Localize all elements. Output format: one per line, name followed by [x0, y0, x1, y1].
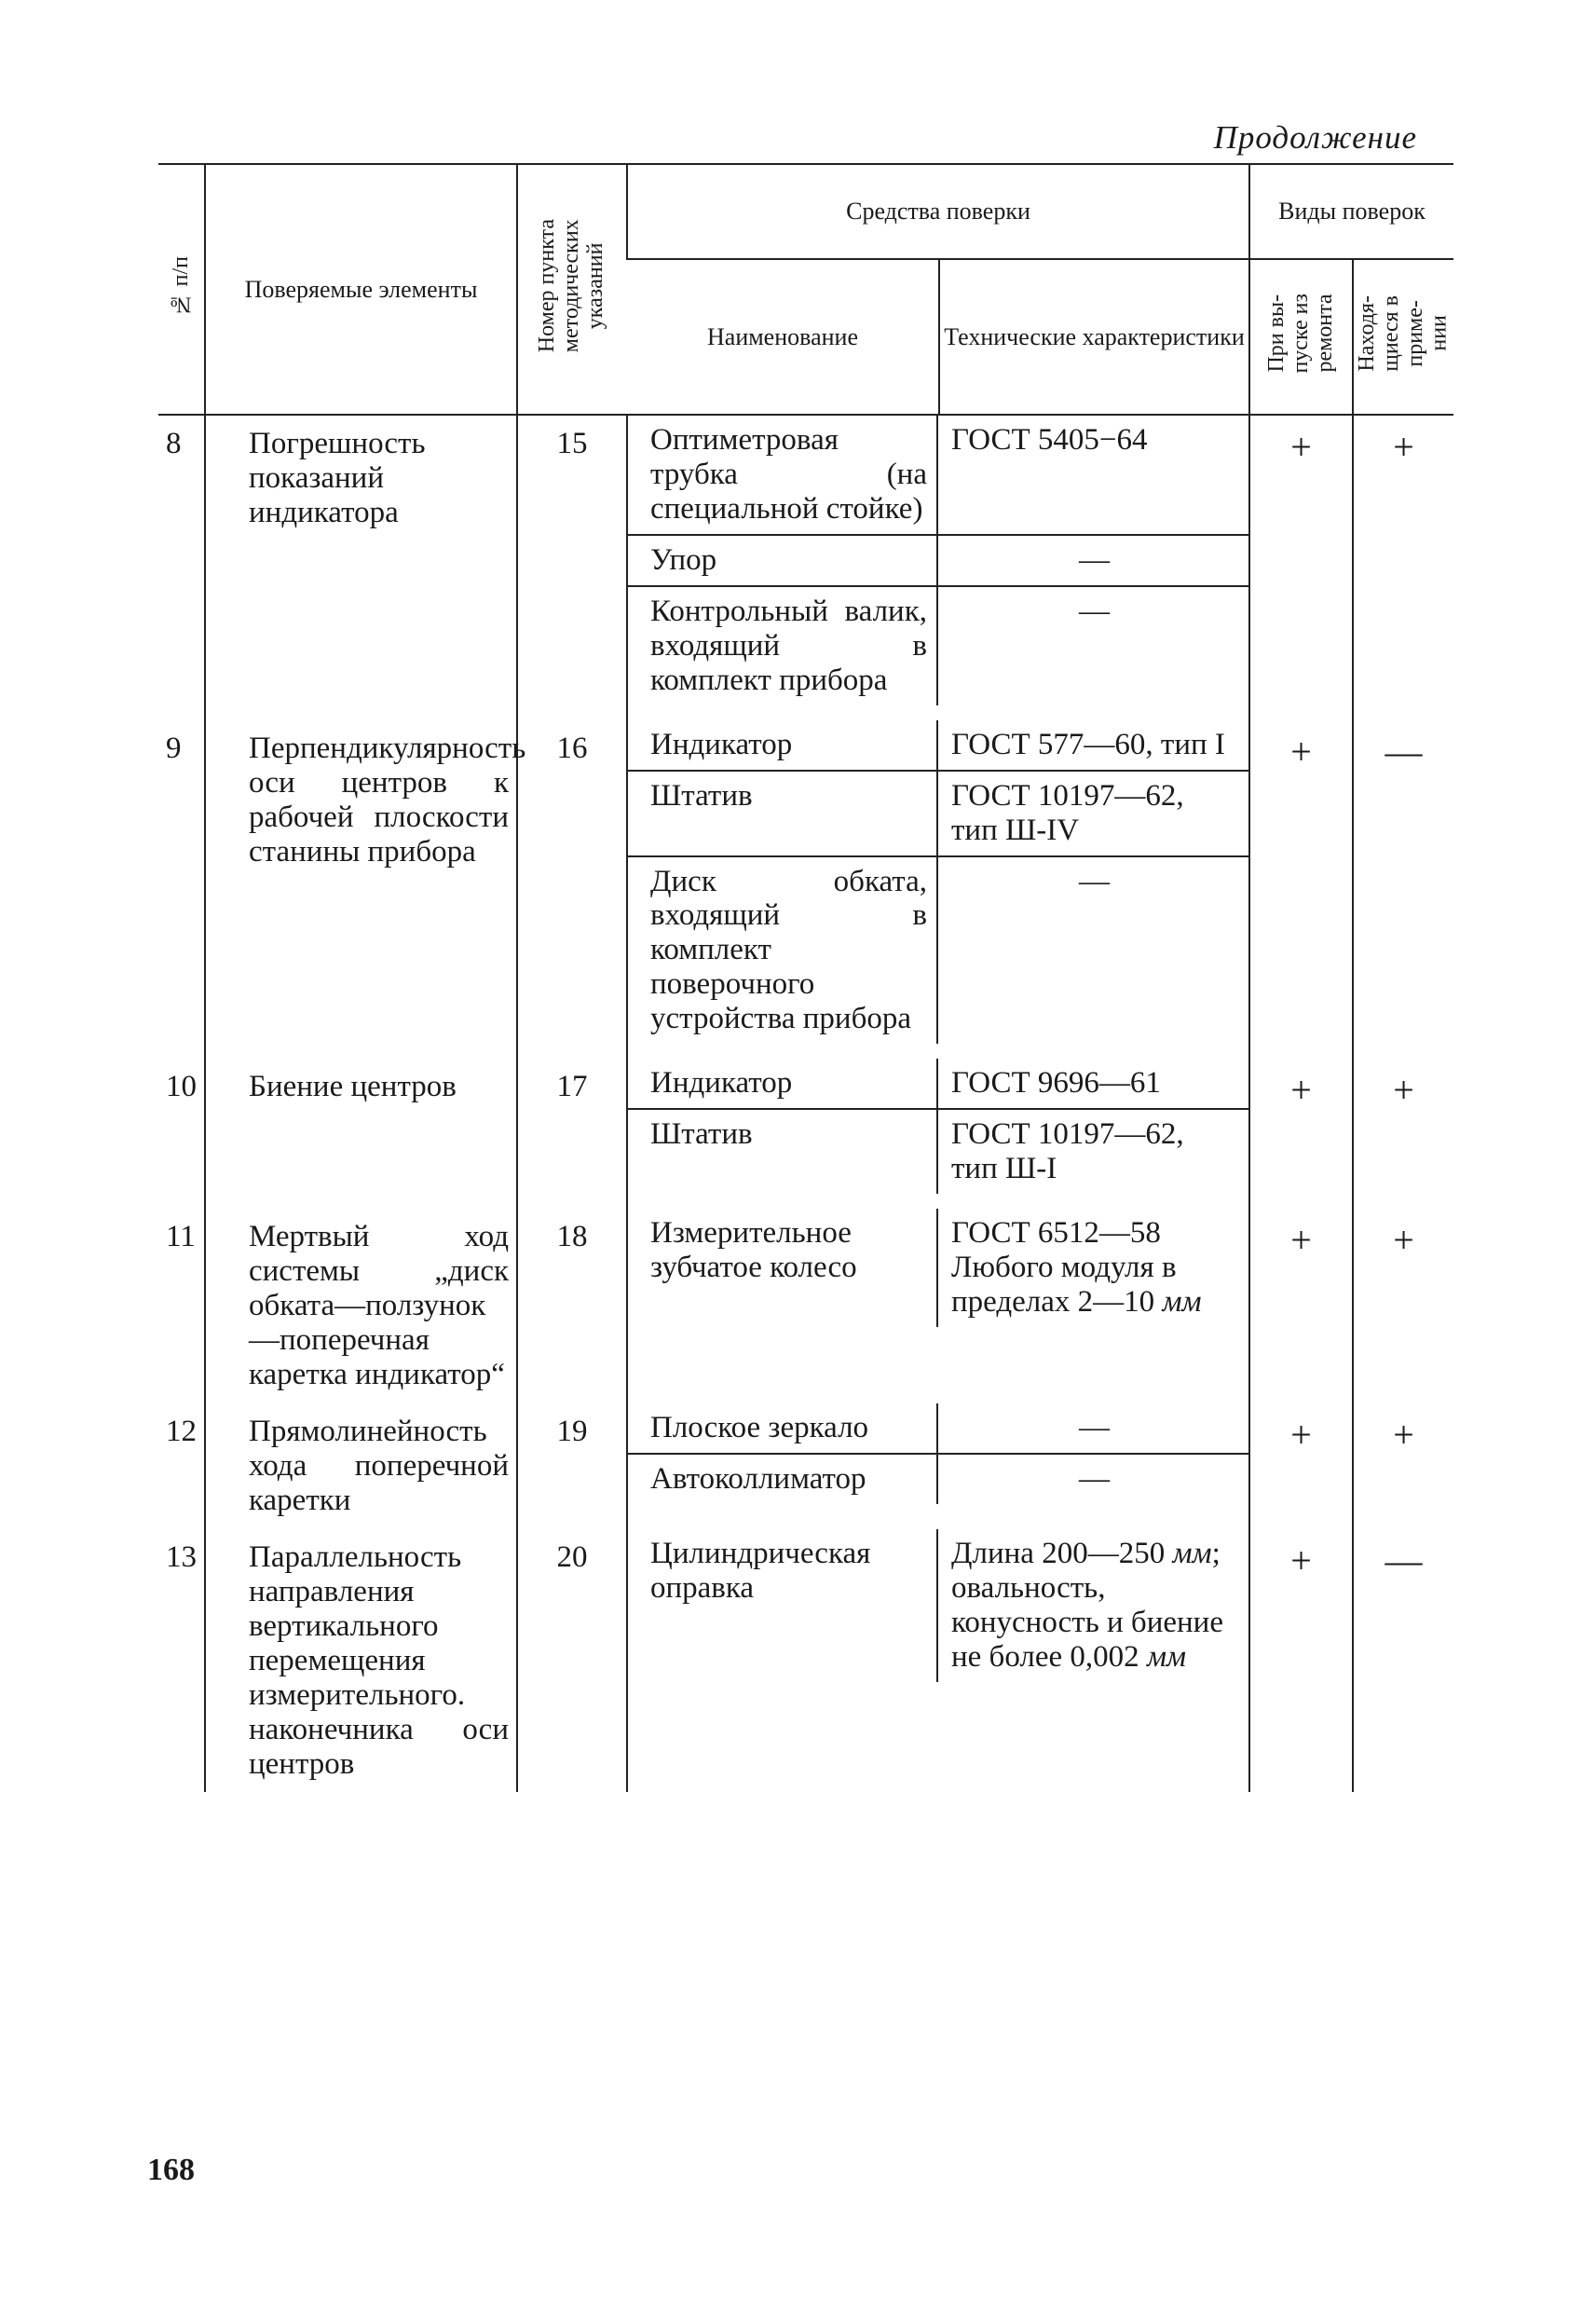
tool-item: [628, 536, 1248, 587]
tool-name: Оптиметровая трубка (на специальной стойке): [628, 416, 938, 536]
tool-tech-text: Длина 200—250: [951, 1536, 1166, 1570]
row-kind-use: —: [1353, 1529, 1453, 1793]
row-kind-repair: +: [1249, 1209, 1353, 1403]
row-kind-use: +: [1353, 1403, 1453, 1529]
tool-tech: [938, 1209, 1248, 1327]
row-point: 16: [517, 720, 627, 1060]
row-point: 19: [517, 1403, 627, 1529]
page-number: 168: [147, 2153, 195, 2187]
row-number: 12: [166, 1414, 197, 1448]
tool-tech: [938, 772, 1248, 857]
row-number: 11: [166, 1220, 196, 1254]
tool-item: [628, 1455, 1248, 1504]
row-kind-repair: +: [1249, 1403, 1353, 1529]
tool-tech-unit: мм: [1162, 1285, 1202, 1320]
row-element: Погрешность показаний индикатора: [205, 415, 517, 720]
row-element: Биение центров: [205, 1059, 517, 1209]
tool-tech-text: ГОСТ 9696—61: [951, 1066, 1161, 1101]
table-row: [158, 720, 1453, 1060]
tool-tech-text: ГОСТ 10197—62, тип Ш-IV: [951, 778, 1184, 847]
tool-tech-text: —: [1079, 1410, 1110, 1444]
tool-item: [628, 1110, 1248, 1194]
verification-table: [158, 163, 1453, 1792]
header-kind-use: Находя- щиеся в приме- нии: [1353, 259, 1453, 415]
tool-tech-text: ГОСТ 577—60, тип I: [951, 727, 1225, 761]
tool-name: Индикатор: [628, 720, 938, 772]
row-element: Мертвый ход системы „диск обката—ползунок—поперечная каретка индикатор“: [205, 1209, 517, 1403]
tool-tech-text: —: [1079, 594, 1110, 628]
row-element: Прямолинейность хода поперечной каретки: [205, 1403, 517, 1529]
tool-item: [628, 416, 1248, 536]
row-tools: [627, 720, 1249, 1060]
header-kind-repair: При вы- пуске из ремонта: [1249, 259, 1353, 415]
tool-name: Упор: [628, 536, 938, 587]
tool-item: [628, 1529, 1248, 1682]
row-point: 20: [517, 1529, 627, 1793]
tool-tech: [938, 720, 1248, 772]
row-tools: [627, 1529, 1249, 1793]
tool-name: Цилиндрическая оправка: [628, 1529, 938, 1682]
tool-item: [628, 720, 1248, 772]
row-kind-repair: +: [1249, 1529, 1353, 1793]
tool-name: Измерительное зубчатое колесо: [628, 1209, 938, 1327]
tool-item: [628, 857, 1248, 1045]
row-kind-use: +: [1353, 415, 1453, 720]
tool-tech-text: ГОСТ 10197—62, тип Ш-I: [951, 1117, 1184, 1186]
header-means-tech: Технические характеристики: [939, 259, 1249, 415]
header-element: Поверяемые элементы: [205, 164, 517, 415]
tool-name: Штатив: [628, 772, 938, 857]
tool-tech: [938, 1455, 1248, 1504]
row-element: Параллельность направления вертикального перемещения измерительного. наконечника оси центров: [205, 1529, 517, 1793]
tool-tech-text: ГОСТ 5405−64: [951, 423, 1148, 457]
tool-tech: [938, 587, 1248, 705]
row-point: 15: [517, 415, 627, 720]
tool-tech-text: —: [1079, 864, 1110, 898]
header-num: № п/п: [158, 164, 205, 415]
header-means-name: Наименование: [627, 259, 939, 415]
row-kind-use: +: [1353, 1209, 1453, 1403]
row-number: 13: [166, 1539, 197, 1574]
row-element: Перпендикулярность оси центров к рабочей плоскости станины прибора: [205, 720, 517, 1060]
tool-name: Диск обката, входящий в комплект поверочного устройства прибора: [628, 857, 938, 1045]
row-kind-use: +: [1353, 1059, 1453, 1209]
header-means: Средства поверки: [627, 164, 1249, 259]
continuation-label: Продолжение: [1213, 119, 1417, 156]
tool-tech: [938, 857, 1248, 1045]
row-tools: [627, 1059, 1249, 1209]
tool-name: Контрольный валик, входящий в комплект прибора: [628, 587, 938, 705]
table-header: [158, 164, 1453, 415]
row-kind-repair: +: [1249, 1059, 1353, 1209]
table: [158, 163, 1453, 1792]
row-tools: [627, 415, 1249, 720]
tool-tech: [938, 416, 1248, 536]
tool-name: Индикатор: [628, 1059, 938, 1110]
tool-tech-unit: мм: [1146, 1639, 1187, 1674]
table-row: [158, 1209, 1453, 1403]
tool-tech-tail: ; овальность, конусность и биение не более 0,002: [951, 1536, 1223, 1674]
tool-tech: [938, 536, 1248, 587]
tool-item: [628, 1059, 1248, 1110]
tool-name: Штатив: [628, 1110, 938, 1194]
row-kind-repair: +: [1249, 415, 1353, 720]
row-number: 9: [166, 731, 182, 765]
tool-item: [628, 1403, 1248, 1455]
row-kind-repair: +: [1249, 720, 1353, 1060]
table-row: [158, 1403, 1453, 1529]
tool-tech-text: —: [1079, 1461, 1110, 1496]
row-number: 10: [166, 1070, 197, 1104]
row-point: 18: [517, 1209, 627, 1403]
tool-tech: [938, 1403, 1248, 1455]
row-number: 8: [166, 427, 182, 460]
table-row: [158, 1529, 1453, 1793]
tool-tech: [938, 1059, 1248, 1110]
table-body: [158, 415, 1453, 1792]
tool-tech: [938, 1529, 1248, 1682]
tool-item: [628, 1209, 1248, 1327]
table-row: [158, 415, 1453, 720]
tool-name: Автоколлиматор: [628, 1455, 938, 1504]
tool-tech-text: ГОСТ 6512—58 Любого модуля в пределах 2—10: [951, 1216, 1177, 1320]
row-point: 17: [517, 1059, 627, 1209]
tool-tech: [938, 1110, 1248, 1194]
tool-item: [628, 587, 1248, 705]
header-kinds: Виды поверок: [1249, 164, 1453, 259]
row-tools: [627, 1403, 1249, 1529]
tool-tech-unit: мм: [1172, 1536, 1212, 1570]
header-point: Номер пункта методических указаний: [517, 164, 627, 415]
tool-tech-text: —: [1079, 542, 1110, 577]
tool-item: [628, 772, 1248, 857]
table-row: [158, 1059, 1453, 1209]
tool-name: Плоское зеркало: [628, 1403, 938, 1455]
row-kind-use: —: [1353, 720, 1453, 1060]
row-tools: [627, 1209, 1249, 1403]
